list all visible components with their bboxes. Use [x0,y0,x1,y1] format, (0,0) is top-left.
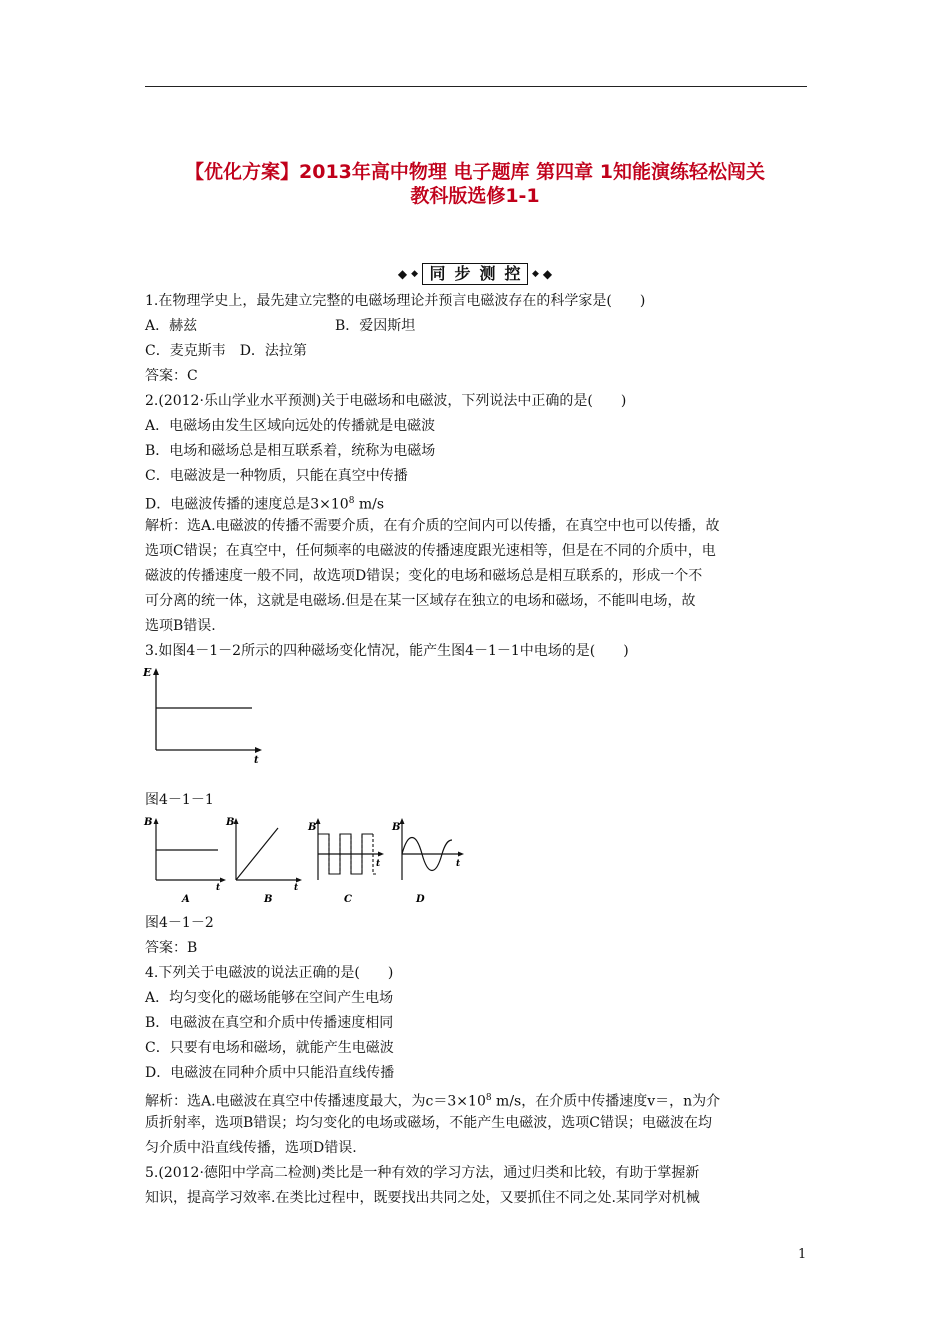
q2-option-d-unit: m/s [354,496,385,513]
y-axis-arrow [153,668,159,675]
document-title-line-2: 教科版选修1-1 [410,185,540,207]
q2-option-d-text: D．电磁波传播的速度总是3×10 [145,496,349,513]
y-axis-label: B [392,822,401,833]
q4-explanation-line: 匀介质中沿直线传播，选项D错误. [145,1140,357,1156]
banner-char: 同 [429,264,446,283]
q1-stem: 1.在物理学史上，最先建立完整的电磁场理论并预言电磁波存在的科学家是( ) [145,293,646,309]
q4-explanation-line [145,1088,720,1112]
q3-stem: 3.如图4－1－2所示的四种磁场变化情况，能产生图4－1－1中电场的是( ) [145,643,629,659]
banner-char: 步 [454,264,471,283]
q5-line: 5.(2012·德阳中学高二检测)类比是一种有效的学习方法，通过归类和比较，有助于掌握新 [145,1165,700,1181]
section-banner [375,263,575,285]
banner-char: 控 [504,264,521,283]
x-axis-label: t [376,859,381,869]
q2-explanation-line: 选项C错误；在真空中，任何频率的电磁波的传播速度跟光速相等，但是在不同的介质中，电 [145,543,716,559]
q2-option-d [145,491,384,515]
q4-option-d: D．电磁波在同种介质中只能沿直线传播 [145,1065,395,1081]
header-rule [145,86,807,87]
q4-stem: 4.下列关于电磁波的说法正确的是( ) [145,965,394,981]
section-banner-label [422,263,528,285]
figure-caption: 图4－1－2 [145,915,214,931]
y-axis-label: B [144,817,153,828]
page-number: 1 [798,1247,807,1262]
panel-c [307,818,384,905]
q2-explanation-line: 磁波的传播速度一般不同，故选项D错误；变化的电场和磁场总是相互联系的，形成一个不 [145,568,703,584]
panel-label: A [182,894,190,905]
figure-4-1-2 [140,812,470,908]
q2-option-b: B．电场和磁场总是相互联系着，统称为电磁场 [145,443,436,459]
q1-answer: 答案：C [145,368,198,384]
q1-option-a: A．赫兹 [145,318,198,334]
y-axis-label: E [143,666,152,679]
diamond-icon: ◆ [542,267,553,281]
diamond-small-icon: ◆ [532,269,539,279]
panel-label: B [264,894,273,905]
banner-char: 测 [479,264,496,283]
figure-caption: 图4－1－1 [145,792,214,808]
document-title-line-1: 【优化方案】2013年高中物理 电子题库 第四章 1知能演练轻松闯关 [185,161,765,183]
y-axis-label: B [308,822,317,833]
x-axis-label: t [216,883,221,893]
q2-explanation-line: 选项B错误. [145,618,216,634]
panel-label: D [416,894,425,905]
q2-stem: 2.(2012·乐山学业水平预测)关于电磁场和电磁波，下列说法中正确的是( ) [145,393,627,409]
q2-explanation-line: 解析：选A.电磁波的传播不需要介质，在有介质的空间内可以传播，在真空中也可以传播，故 [145,518,720,534]
q4-explanation-exponent: 8 [485,1093,492,1103]
q2-explanation-line: 可分离的统一体，这就是电磁场.但是在某一区域存在独立的电场和磁场，不能叫电场，故 [145,593,696,609]
panel-label: C [344,894,352,905]
plot-line [236,828,278,880]
diamond-small-icon: ◆ [411,269,418,279]
x-axis-label: t [254,755,259,764]
q4-explanation-text: m/s，在介质中传播速度v＝，n为介 [491,1093,721,1110]
q4-explanation-line: 质折射率，选项B错误；均匀变化的电场或磁场，不能产生电磁波，选项C错误；电磁波在均 [145,1115,712,1131]
q5-line: 知识，提高学习效率.在类比过程中，既要找出共同之处，又要抓住不同之处.某同学对机械 [145,1190,700,1206]
q1-option-b: B．爱因斯坦 [335,318,416,334]
q4-option-b: B．电磁波在真空和介质中传播速度相同 [145,1015,394,1031]
q3-answer: 答案：B [145,940,198,956]
q1-options-cd: C．麦克斯韦 D．法拉第 [145,343,307,359]
q4-option-a: A．均匀变化的磁场能够在空间产生电场 [145,990,394,1006]
q2-option-a: A．电磁场由发生区域向远处的传播就是电磁波 [145,418,436,434]
q4-option-c: C．只要有电场和磁场，就能产生电磁波 [145,1040,394,1056]
x-axis-label: t [456,859,461,869]
q1-options-ab [145,316,415,336]
panel-d [391,818,464,905]
q2-option-c: C．电磁波是一种物质，只能在真空中传播 [145,468,408,484]
y-axis-label: B [226,817,235,828]
x-axis-label: t [294,883,299,893]
x-axis-arrow [255,747,262,753]
panel-a [143,817,226,905]
figure-4-1-1 [140,664,270,764]
panel-b [225,817,302,905]
q2-option-d-exponent: 8 [348,496,355,506]
diamond-icon: ◆ [397,267,408,281]
q4-explanation-text: 解析：选A.电磁波在真空中传播速度最大，为c＝3×10 [145,1093,486,1110]
